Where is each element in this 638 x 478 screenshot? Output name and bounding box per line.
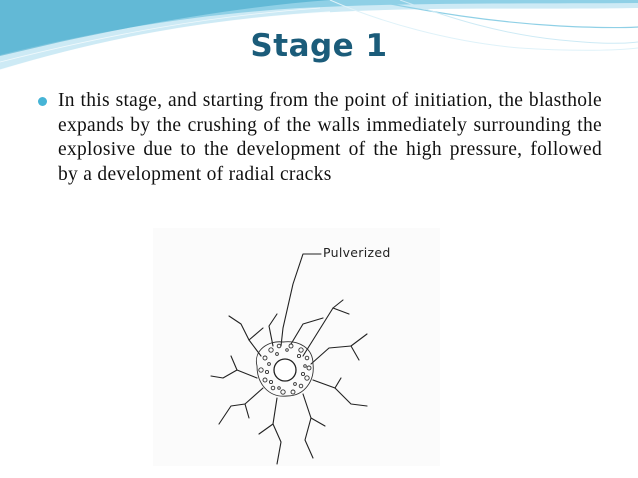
pulverized-label: Pulverized (323, 245, 391, 260)
bullet-text: In this stage, and starting from the point of initiation, the blasthole expands by the crushing of the walls immediately surrounding the explosive due to the development of the high pressure, followed by a development of radial cracks (58, 90, 602, 185)
bullet-dot-icon (38, 97, 47, 106)
slide-title: Stage 1 (250, 28, 388, 64)
blasthole-crack-drawing (153, 228, 440, 466)
bullet-item (38, 89, 602, 187)
crack-diagram-figure (153, 228, 440, 466)
